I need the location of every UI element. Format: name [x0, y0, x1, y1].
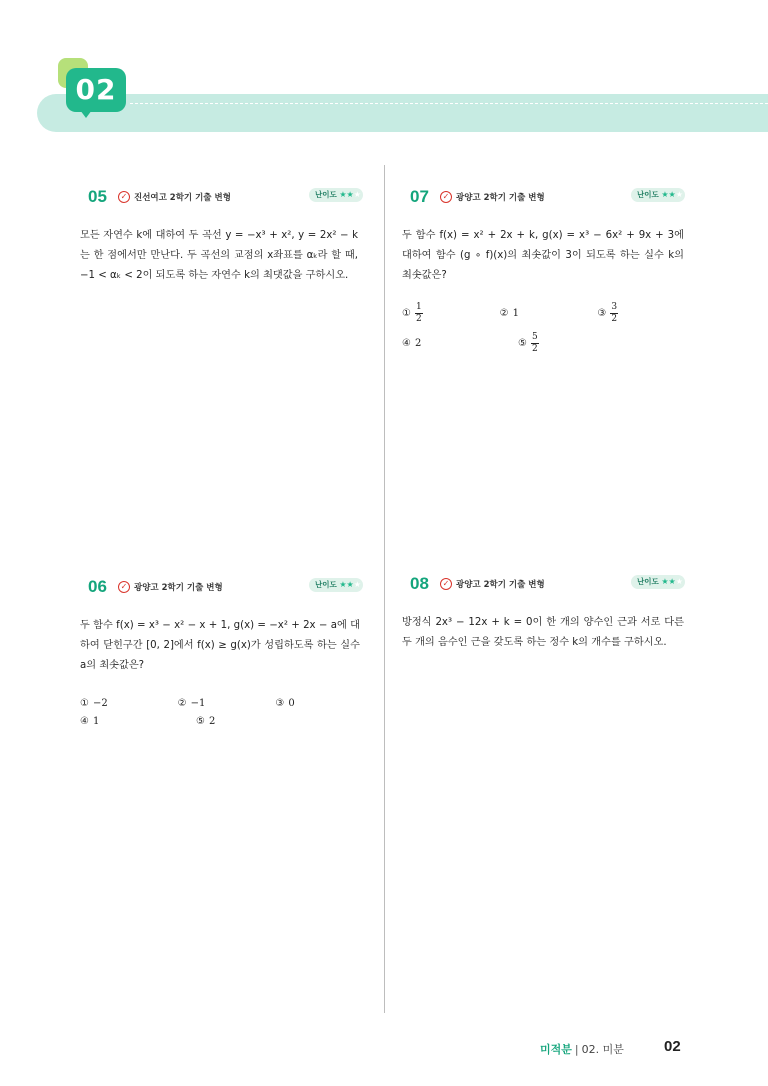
fraction: $\frac{5}{2}$ [531, 331, 538, 354]
star-empty-icon: ★ [353, 580, 361, 589]
footer-separator: | [574, 1043, 579, 1056]
star-icon: ★★ [661, 577, 676, 586]
problem-05 [80, 187, 373, 286]
choice-5: ⑤ 2 [196, 715, 216, 727]
star-icon: ★★ [661, 190, 676, 199]
choice-3: ③ $\frac{3}{2}$ [597, 301, 618, 324]
choice-4: ④ 1 [80, 715, 100, 727]
star-icon: ★★ [339, 580, 354, 589]
problem-text: 방정식 2x³ − 12x + k = 0이 한 개의 양수인 근과 서로 다른 두 개의 음수인 근을 갖도록 하는 정수 k의 개수를 구하시오. [402, 617, 684, 648]
chapter-badge: 02 [66, 68, 126, 112]
check-icon: ✓ [440, 191, 452, 203]
star-empty-icon: ★ [353, 190, 361, 199]
star-empty-icon: ★ [675, 190, 683, 199]
difficulty-label: 난이도 [315, 580, 337, 589]
choice-5: ⑤ $\frac{5}{2}$ [518, 331, 538, 354]
problem-text: 두 함수 f(x) = x² + 2x + k, g(x) = x³ − 6x² + 9x + 3에 대하여 함수 (g ∘ f)(x)의 최솟값이 3이 되도록 하는 실수 k의 최솟값은? [402, 230, 684, 281]
problem-source: 진선여고 2학기 기출 변형 [134, 193, 231, 203]
problem-header [410, 574, 695, 595]
problem-number: 06 [88, 577, 107, 596]
problem-number: 07 [410, 187, 429, 206]
difficulty-label: 난이도 [637, 190, 659, 199]
column-divider [384, 165, 385, 1013]
section-title: 02. 미분 [581, 1043, 624, 1056]
choice-3: ③ 0 [275, 697, 295, 709]
check-icon: ✓ [440, 578, 452, 590]
fraction: $\frac{3}{2}$ [611, 301, 618, 324]
difficulty-label: 난이도 [637, 577, 659, 586]
problem-06 [80, 577, 373, 730]
problem-source: 광양고 2학기 기출 변형 [456, 193, 545, 203]
problem-header [410, 187, 695, 208]
problem-07 [402, 187, 695, 358]
chapter-header-band [37, 94, 768, 132]
choice-1: ① $\frac{1}{2}$ [402, 301, 422, 324]
problem-header [88, 187, 373, 208]
difficulty-badge [309, 188, 363, 202]
page-number: 02 [664, 1038, 681, 1055]
choice-list [402, 298, 695, 358]
difficulty-badge [631, 188, 685, 202]
choice-1: ① −2 [80, 697, 108, 709]
star-icon: ★★ [339, 190, 354, 199]
problem-source: 광양고 2학기 기출 변형 [134, 583, 223, 593]
choice-list [80, 694, 373, 730]
difficulty-badge [309, 578, 363, 592]
chapter-header-dash [130, 103, 768, 104]
check-icon: ✓ [118, 191, 130, 203]
problem-header [88, 577, 373, 598]
problem-number: 05 [88, 187, 107, 206]
check-icon: ✓ [118, 581, 130, 593]
book-title: 미적분 [540, 1043, 572, 1056]
problem-source: 광양고 2학기 기출 변형 [456, 580, 545, 590]
page-footer [540, 1038, 720, 1057]
problem-text: 모든 자연수 k에 대하여 두 곡선 y = −x³ + x², y = 2x² − k는 한 점에서만 만난다. 두 곡선의 교점의 x좌표를 αₖ라 할 때, −1 < αₖ < 2이 되도록 하는 자연수 k의 최댓값을 구하시오. [80, 230, 358, 281]
star-empty-icon: ★ [675, 577, 683, 586]
fraction: $\frac{1}{2}$ [415, 301, 422, 324]
difficulty-badge [631, 575, 685, 589]
problem-text: 두 함수 f(x) = x³ − x² − x + 1, g(x) = −x² + 2x − a에 대하여 닫힌구간 [0, 2]에서 f(x) ≥ g(x)가 성립하도록 하는 실수 a의 최솟값은? [80, 620, 360, 671]
problem-08 [402, 574, 695, 653]
problem-number: 08 [410, 574, 429, 593]
choice-2: ② 1 [499, 307, 520, 319]
choice-4: ④ 2 [402, 337, 422, 349]
difficulty-label: 난이도 [315, 190, 337, 199]
chapter-badge-tail [80, 110, 92, 118]
choice-2: ② −1 [177, 697, 206, 709]
